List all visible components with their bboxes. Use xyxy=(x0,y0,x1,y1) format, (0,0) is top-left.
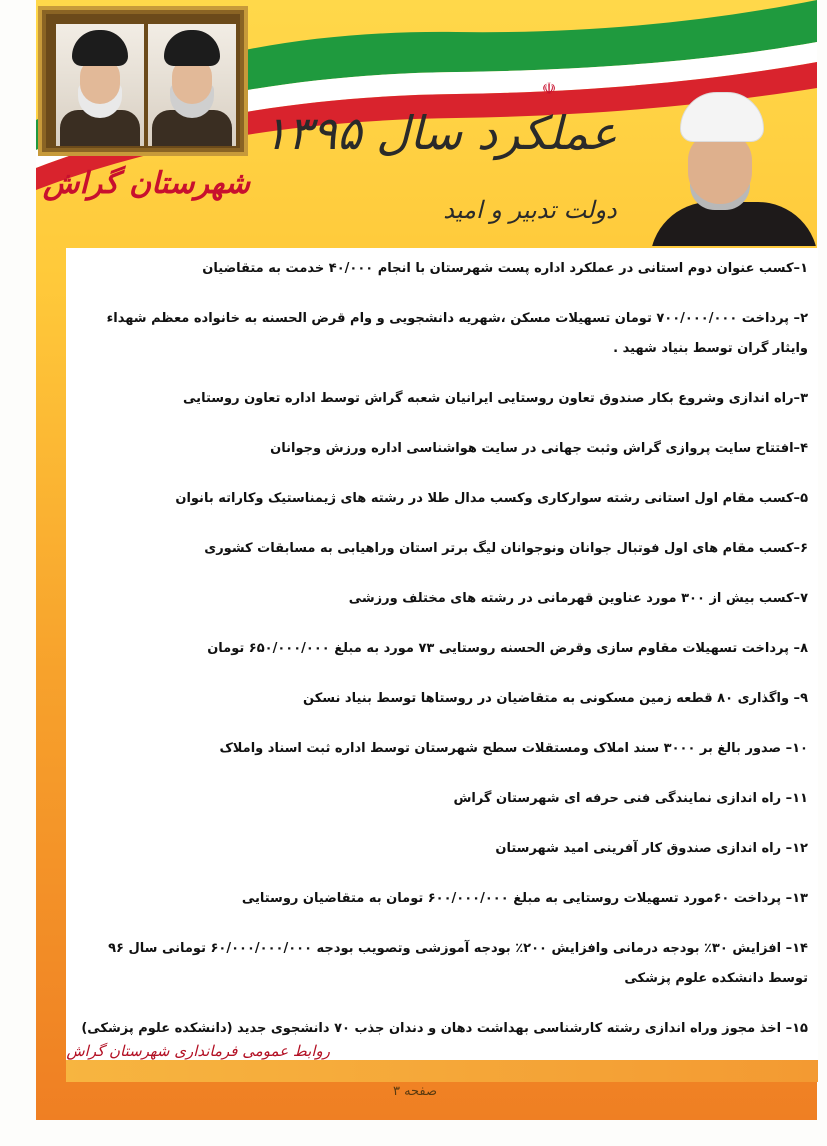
list-item: ۵–کسب مقام اول استانی رشته سوارکاری وکسب مدال طلا در رشته های ژیمناستیک وکاراته بانوان xyxy=(175,491,808,506)
achievements-list xyxy=(78,254,808,1044)
portrait-image-right xyxy=(148,24,236,146)
list-item: ۱۳– پرداخت ۶۰مورد تسهیلات روستایی به مبلغ ۶۰۰/۰۰۰/۰۰۰ تومان به متقاضیان روستایی xyxy=(241,891,808,906)
list-item: ۹– واگذاری ۸۰ قطعه زمین مسکونی به متقاضیان در روستاها توسط بنیاد نسکن xyxy=(303,691,808,706)
list-item: ۳–راه اندازی وشروع بکار صندوق تعاون روستایی ایرانیان شعبه گراش توسط اداره تعاون روستایی xyxy=(183,391,808,406)
leaders-portrait-frame xyxy=(38,6,248,156)
list-item: ۱۰– صدور بالغ بر ۳۰۰۰ سند املاک ومستقلات سطح شهرستان توسط اداره ثبت اسناد واملاک xyxy=(219,741,808,756)
list-item: ۴–افتتاح سایت پروازی گراش وثبت جهانی در سایت هواشناسی اداره ورزش وجوانان xyxy=(270,441,808,456)
portrait-image-left xyxy=(56,24,144,146)
county-logo-text: شهرستان گراش xyxy=(42,166,250,201)
list-item: ۱۵– اخذ مجوز وراه اندازی رشته کارشناسی بهداشت دهان و دندان جذب ۷۰ دانشجوی جدید (دانشکده علوم پزشکی) xyxy=(81,1021,808,1036)
signature: روابط عمومی فرمانداری شهرستان گراش xyxy=(66,1042,330,1060)
list-item: ۶–کسب مقام های اول فوتبال جوانان ونوجوانان لیگ برتر استان وراهیابی به مسابقات کشوری xyxy=(204,541,808,556)
national-emblem-icon: ☫ xyxy=(541,79,557,98)
page-number: صفحه ۳ xyxy=(392,1084,438,1099)
page-title: عملکرد سال ۱۳۹۵ xyxy=(262,106,618,160)
list-item: ۱۴– افزایش ۳۰٪ بودجه درمانی وافزایش ۲۰۰٪ بودجه آموزشی وتصویب بودجه ۶۰/۰۰۰/۰۰۰/۰۰۰ تومانی سال ۹۶ توسط دانشکده علوم پزشکی xyxy=(108,941,808,986)
list-item: ۱۱– راه اندازی نمایندگی فنی حرفه ای شهرستان گراش xyxy=(453,791,808,806)
list-item: ۷–کسب بیش از ۳۰۰ مورد عناوین قهرمانی در رشته های مختلف ورزشی xyxy=(348,591,808,606)
list-item: ۱–کسب عنوان دوم استانی در عملکرد اداره پست شهرستان با انجام ۴۰/۰۰۰ خدمت به متقاضیان xyxy=(202,261,808,276)
list-item: ۱۲– راه اندازی صندوق کار آفرینی امید شهرستان xyxy=(495,841,808,856)
president-portrait-image xyxy=(640,84,818,246)
page-subtitle: دولت تدبیر و امید xyxy=(443,196,617,224)
list-item: ۲– پرداخت ۷۰۰/۰۰۰/۰۰۰ تومان تسهیلات مسکن ،شهریه دانشجویی و وام قرض الحسنه به خانواده معظم شهداء وایثار گران توسط بنیاد شهید . xyxy=(106,311,808,356)
list-item: ۸– پرداخت تسهیلات مقاوم سازی وقرض الحسنه روستایی ۷۳ مورد به مبلغ ۶۵۰/۰۰۰/۰۰۰ تومان xyxy=(207,641,808,656)
